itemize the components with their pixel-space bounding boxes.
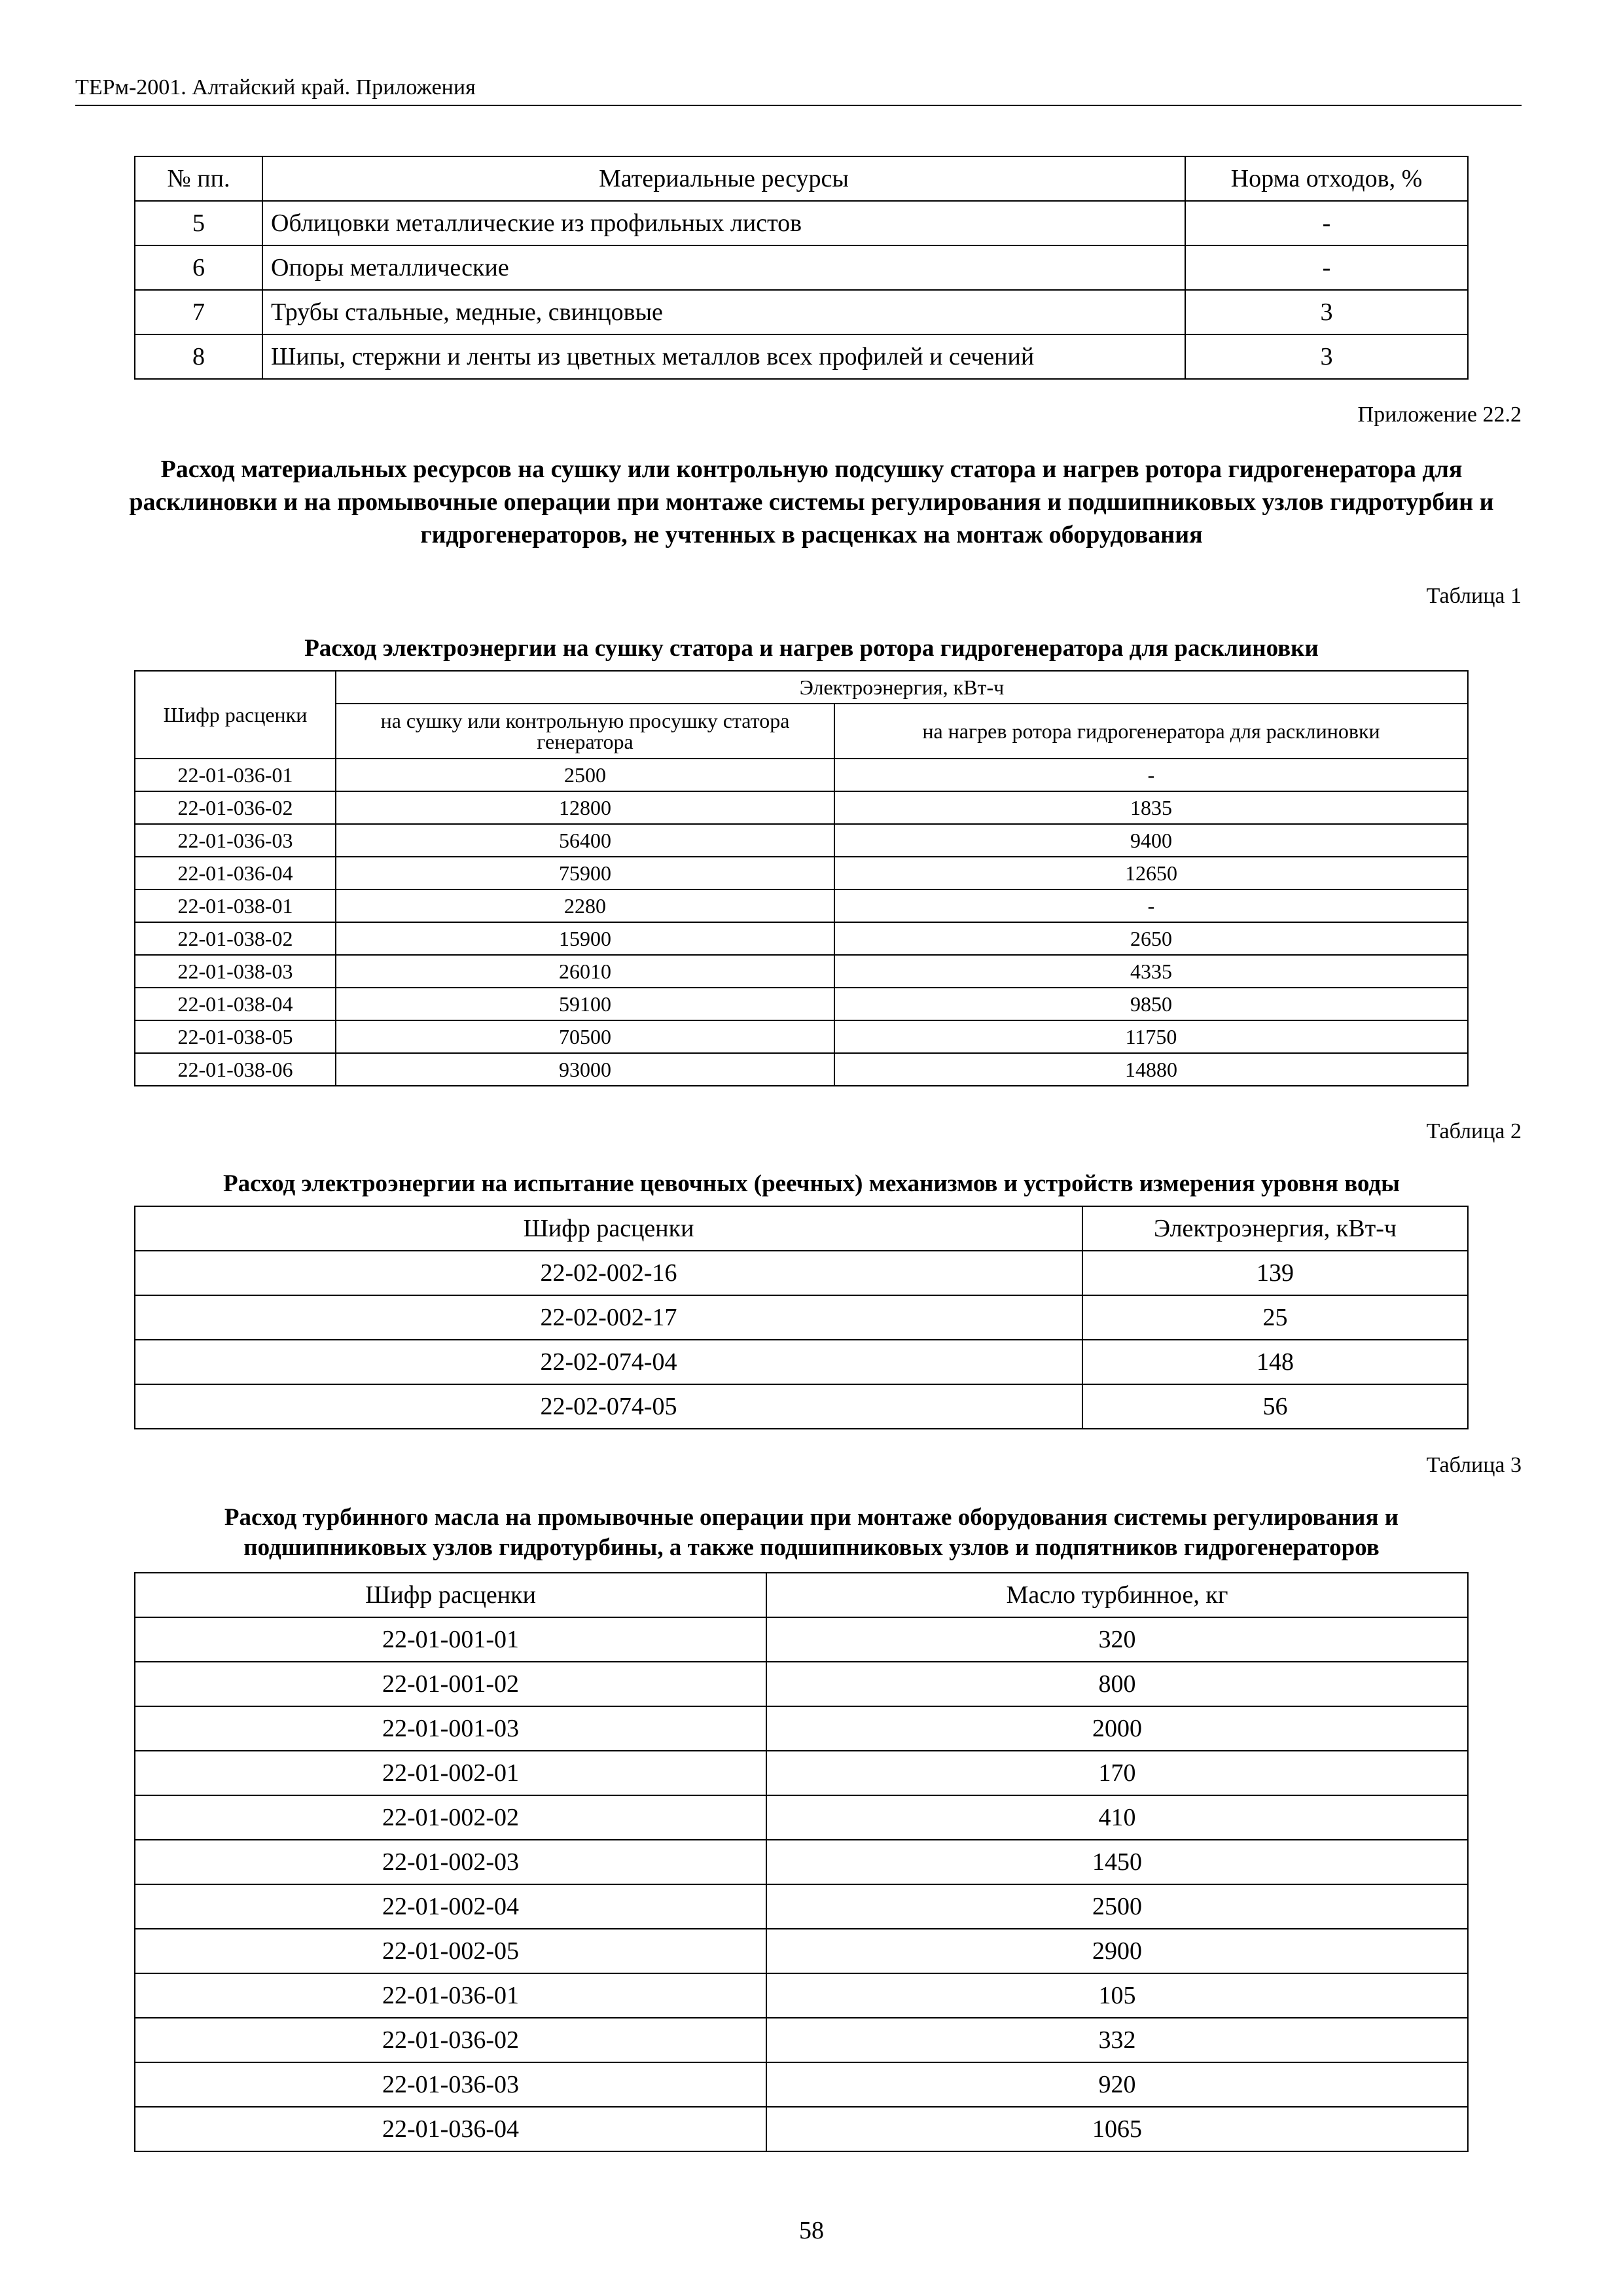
table-cell: 7 <box>135 290 262 334</box>
table-cell: 6 <box>135 245 262 290</box>
table-row <box>135 2018 1468 2062</box>
table-cell: 320 <box>766 1617 1468 1662</box>
table-row <box>135 1251 1468 1295</box>
table-cell: 93000 <box>336 1053 834 1086</box>
table2-caption: Расход электроэнергии на испытание цевочных (реечных) механизмов и устройств измерения уровня воды <box>223 1170 1400 1197</box>
table-row <box>135 1973 1468 2018</box>
header-cell: на нагрев ротора гидрогенератора для расклиновки <box>834 704 1468 759</box>
table-cell: - <box>834 759 1468 791</box>
table-cell: 22-01-038-04 <box>135 988 336 1020</box>
table-cell: 22-02-074-05 <box>135 1384 1082 1429</box>
appendix-title: Расход материальных ресурсов на сушку или контрольную подсушку статора и нагрев ротора гидрогенератора для расклиновки и на промывочные операции при монтаже системы регулирования и подшипниковых узлов гидротурбин и гидрогенераторов, не учтенных в расценках на монтаж оборудования <box>129 456 1494 548</box>
table-row <box>135 955 1468 988</box>
table-cell: 22-01-036-01 <box>135 759 336 791</box>
table1-caption: Расход электроэнергии на сушку статора и нагрев ротора гидрогенератора для расклиновки <box>304 635 1319 662</box>
table-cell: 25 <box>1082 1295 1468 1340</box>
table-cell: 22-01-001-02 <box>135 1662 766 1706</box>
table-cell: - <box>834 889 1468 922</box>
table-cell: 1835 <box>834 791 1468 824</box>
table-row <box>135 1662 1468 1706</box>
table-cell: 22-01-036-04 <box>135 2107 766 2151</box>
table3-label: Таблица 3 <box>1426 1453 1522 1477</box>
table-cell: Облицовки металлические из профильных листов <box>262 201 1185 245</box>
table-header-row <box>135 671 1468 704</box>
table-row <box>135 1340 1468 1384</box>
table3-caption-line2: подшипниковых узлов гидротурбины, а также подшипниковых узлов и подпятников гидрогенераторов <box>243 1534 1380 1561</box>
table-row <box>135 201 1468 245</box>
table-row <box>135 1751 1468 1795</box>
table-row <box>135 1929 1468 1973</box>
header-cell: Электроэнергия, кВт-ч <box>1082 1206 1468 1251</box>
table-row <box>135 889 1468 922</box>
table2-label: Таблица 2 <box>1426 1119 1522 1143</box>
table-cell: 22-01-038-06 <box>135 1053 336 1086</box>
header-cell: Шифр расценки <box>135 1206 1082 1251</box>
table-cell: 22-01-036-03 <box>135 2062 766 2107</box>
header-cell: на сушку или контрольную просушку статора генератора <box>336 704 834 759</box>
table-cell: 139 <box>1082 1251 1468 1295</box>
table-row <box>135 334 1468 379</box>
table-cell: 11750 <box>834 1020 1468 1053</box>
table-cell: 2650 <box>834 922 1468 955</box>
table-cell: 2280 <box>336 889 834 922</box>
table-cell: 1450 <box>766 1840 1468 1884</box>
table-cell: 2500 <box>336 759 834 791</box>
mechanism-testing-table <box>134 1206 1469 1429</box>
table-row <box>135 290 1468 334</box>
table-row <box>135 1020 1468 1053</box>
table-row <box>135 759 1468 791</box>
table-cell: 22-01-038-02 <box>135 922 336 955</box>
table-cell: - <box>1185 201 1468 245</box>
table-cell: 410 <box>766 1795 1468 1840</box>
header-cell: Материальные ресурсы <box>262 156 1185 201</box>
table-cell: 12800 <box>336 791 834 824</box>
table-row <box>135 791 1468 824</box>
table-cell: 75900 <box>336 857 834 889</box>
table-cell: 22-02-002-16 <box>135 1251 1082 1295</box>
table-cell: 22-01-038-05 <box>135 1020 336 1053</box>
table-cell: 59100 <box>336 988 834 1020</box>
table-cell: Трубы стальные, медные, свинцовые <box>262 290 1185 334</box>
table-cell: 3 <box>1185 334 1468 379</box>
table-row <box>135 922 1468 955</box>
header-group-cell: Электроэнергия, кВт-ч <box>336 671 1468 704</box>
table-header-row <box>135 1573 1468 1617</box>
page-number: 58 <box>799 2217 824 2244</box>
table-row <box>135 1617 1468 1662</box>
table-cell: 2000 <box>766 1706 1468 1751</box>
table-row <box>135 1884 1468 1929</box>
table-cell: 15900 <box>336 922 834 955</box>
running-header: ТЕРм-2001. Алтайский край. Приложения <box>75 73 1522 106</box>
table-cell: 105 <box>766 1973 1468 2018</box>
table-cell: 22-01-036-04 <box>135 857 336 889</box>
turbine-oil-table <box>134 1572 1469 2152</box>
table-cell: 9400 <box>834 824 1468 857</box>
table-cell: 22-02-002-17 <box>135 1295 1082 1340</box>
table-cell: 22-01-038-03 <box>135 955 336 988</box>
table-row <box>135 245 1468 290</box>
table-cell: 22-01-036-03 <box>135 824 336 857</box>
table-cell: 26010 <box>336 955 834 988</box>
table-cell: 332 <box>766 2018 1468 2062</box>
table-cell: 3 <box>1185 290 1468 334</box>
table-cell: 22-01-036-01 <box>135 1973 766 2018</box>
table-cell: 22-02-074-04 <box>135 1340 1082 1384</box>
table-cell: 22-01-036-02 <box>135 791 336 824</box>
table-header-row <box>135 1206 1468 1251</box>
table-cell: 9850 <box>834 988 1468 1020</box>
table-row <box>135 1053 1468 1086</box>
header-cell: Шифр расценки <box>135 671 336 759</box>
table1-label: Таблица 1 <box>1426 584 1522 608</box>
table-cell: 8 <box>135 334 262 379</box>
table-cell: 56 <box>1082 1384 1468 1429</box>
table-cell: 5 <box>135 201 262 245</box>
table3-caption-line1: Расход турбинного масла на промывочные операции при монтаже оборудования системы регулирования и <box>224 1504 1399 1531</box>
table-row <box>135 1706 1468 1751</box>
table-cell: 22-01-001-01 <box>135 1617 766 1662</box>
table-cell: 22-01-002-03 <box>135 1840 766 1884</box>
table-cell: 1065 <box>766 2107 1468 2151</box>
waste-norms-table <box>134 156 1469 380</box>
table-row <box>135 1840 1468 1884</box>
header-cell: Масло турбинное, кг <box>766 1573 1468 1617</box>
table-cell: 22-01-002-04 <box>135 1884 766 1929</box>
table-cell: 70500 <box>336 1020 834 1053</box>
table-cell: 4335 <box>834 955 1468 988</box>
table-row <box>135 824 1468 857</box>
table-cell: 22-01-002-05 <box>135 1929 766 1973</box>
table-cell: 22-01-001-03 <box>135 1706 766 1751</box>
table-cell: 22-01-002-02 <box>135 1795 766 1840</box>
table-row <box>135 857 1468 889</box>
table-cell: Шипы, стержни и ленты из цветных металлов всех профилей и сечений <box>262 334 1185 379</box>
table-cell: 56400 <box>336 824 834 857</box>
table-row <box>135 988 1468 1020</box>
table-row <box>135 1384 1468 1429</box>
table-cell: 148 <box>1082 1340 1468 1384</box>
table-cell: 22-01-036-02 <box>135 2018 766 2062</box>
table-cell: 22-01-038-01 <box>135 889 336 922</box>
table-row <box>135 1295 1468 1340</box>
header-cell: Шифр расценки <box>135 1573 766 1617</box>
table-row <box>135 1795 1468 1840</box>
table-cell: 800 <box>766 1662 1468 1706</box>
table-row <box>135 2062 1468 2107</box>
header-cell: Норма отходов, % <box>1185 156 1468 201</box>
table-cell: 22-01-002-01 <box>135 1751 766 1795</box>
table-cell: 920 <box>766 2062 1468 2107</box>
table-cell: 170 <box>766 1751 1468 1795</box>
table-cell: 2500 <box>766 1884 1468 1929</box>
appendix-label: Приложение 22.2 <box>1357 403 1522 427</box>
stator-drying-table <box>134 670 1469 1086</box>
table-row <box>135 2107 1468 2151</box>
table-cell: 2900 <box>766 1929 1468 1973</box>
header-cell: № пп. <box>135 156 262 201</box>
table-cell: 12650 <box>834 857 1468 889</box>
table-cell: Опоры металлические <box>262 245 1185 290</box>
table-cell: - <box>1185 245 1468 290</box>
table-header-row <box>135 156 1468 201</box>
table-cell: 14880 <box>834 1053 1468 1086</box>
